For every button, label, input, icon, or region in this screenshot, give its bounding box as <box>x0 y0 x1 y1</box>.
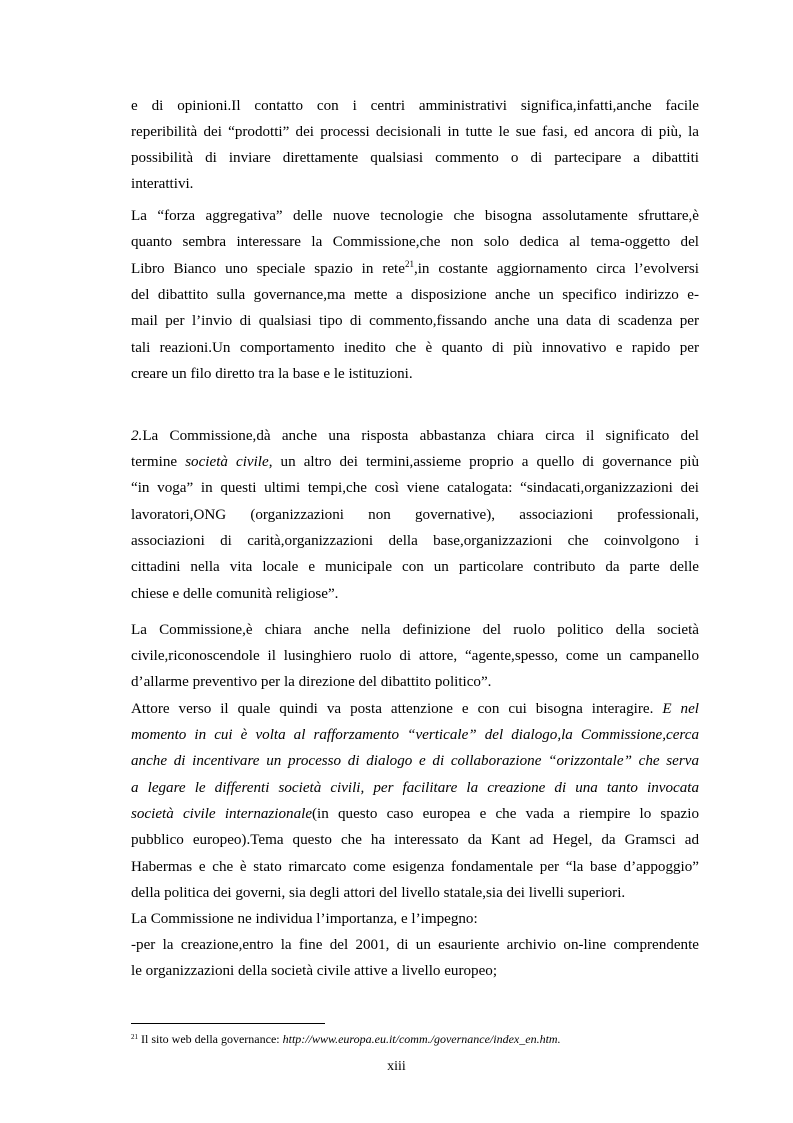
footnote-text: Il sito web della governance: <box>138 1032 283 1046</box>
text-segment: Libro Bianco uno speciale spazio in rete <box>131 261 405 277</box>
text-line: “in voga” in questi ultimi tempi,che così viene catalogata: “sindacati,organizzazioni dei <box>131 480 699 496</box>
italic-segment: E nel <box>662 701 699 717</box>
text-line: La “forza aggregativa” delle nuove tecnologie che bisogna assolutamente sfruttare,è <box>131 208 699 224</box>
text-line: La Commissione ne individua l’importanza, e l’impegno: <box>131 911 478 927</box>
footnote <box>131 1031 561 1047</box>
footnote-url: http://www.europa.eu.it/comm./governance/index_en.htm. <box>282 1032 561 1046</box>
text-segment: termine <box>131 454 186 470</box>
text-line: pubblico europeo).Tema questo che ha interessato da Kant ad Hegel, da Gramsci ad <box>131 832 699 848</box>
text-line: del dibattito sulla governance,ma mette a disposizione anche un specifico indirizzo e- <box>131 287 699 303</box>
text-line: possibilità di inviare direttamente qualsiasi commento o di partecipare a dibattiti <box>131 150 699 166</box>
text-line: a legare le differenti società civili, per facilitare la creazione di una tanto invocata <box>131 780 699 796</box>
text-line: mail per l’invio di qualsiasi tipo di commento,fissando anche una data di scadenza per <box>131 313 699 329</box>
footnote-reference: 21 <box>404 259 414 269</box>
text-line <box>131 699 699 719</box>
list-number: 2. <box>131 428 143 444</box>
text-line: civile,riconoscendole il lusinghiero ruolo di attore, “agente,spesso, come un campanello <box>131 648 699 664</box>
text-line: lavoratori,ONG (organizzazioni non governative), associazioni professionali, <box>131 507 699 523</box>
italic-term: società civile <box>185 454 269 470</box>
text-line: e di opinioni.Il contatto con i centri amministrativi significa,infatti,anche facile <box>131 98 699 114</box>
text-line <box>131 259 699 279</box>
text-line: associazioni di carità,organizzazioni della base,organizzazioni che coinvolgono i <box>131 533 699 549</box>
text-line: creare un filo diretto tra la base e le istituzioni. <box>131 366 413 382</box>
text-segment: Attore verso il quale quindi va posta attenzione e con cui bisogna interagire. <box>131 701 663 717</box>
text-line: chiese e delle comunità religiose”. <box>131 586 339 602</box>
text-segment: , un altro dei termini,assieme proprio a quello di governance più <box>268 454 700 470</box>
text-line: le organizzazioni della società civile attive a livello europeo; <box>131 963 498 979</box>
text-line: reperibilità dei “prodotti” dei processi decisionali in tutte le sue fasi, ed ancora di più, la <box>131 124 699 140</box>
text-line: Habermas e che è stato rimarcato come esigenza fondamentale per “la base d’appoggio” <box>131 859 699 875</box>
text-line: anche di incentivare un processo di dialogo e di collaborazione “orizzontale” che serva <box>131 753 699 769</box>
text-line <box>131 804 699 824</box>
footnote-separator <box>131 1023 325 1024</box>
text-line: d’allarme preventivo per la direzione del dibattito politico”. <box>131 674 492 690</box>
text-segment: La Commissione,dà anche una risposta abbastanza chiara circa il significato del <box>142 428 699 444</box>
text-line: della politica dei governi, sia degli attori del livello statale,sia dei livelli superiori. <box>131 885 626 901</box>
text-segment: ,in costante aggiornamento circa l’evolversi <box>413 261 700 277</box>
text-line: cittadini nella vita locale e municipale con un particolare contributo da parte delle <box>131 559 699 575</box>
text-line: La Commissione,è chiara anche nella definizione del ruolo politico della società <box>131 622 699 638</box>
text-line: momento in cui è volta al rafforzamento “verticale” del dialogo,la Commissione,cerca <box>131 727 699 743</box>
text-line: tali reazioni.Un comportamento inedito che è quanto di più innovativo e rapido per <box>131 340 699 356</box>
text-segment: (in questo caso europea e che vada a riempire lo spazio <box>312 806 699 822</box>
text-line <box>131 452 699 472</box>
italic-term: società civile internazionale <box>131 806 313 822</box>
text-line: -per la creazione,entro la fine del 2001, di un esauriente archivio on-line comprendente <box>131 937 699 953</box>
footnote-number: 21 <box>131 1033 138 1041</box>
text-line: interattivi. <box>131 176 194 192</box>
text-line <box>131 426 699 446</box>
page-number: xiii <box>387 1059 406 1074</box>
text-line: quanto sembra interessare la Commissione,che non solo dedica al tema-oggetto del <box>131 234 699 250</box>
